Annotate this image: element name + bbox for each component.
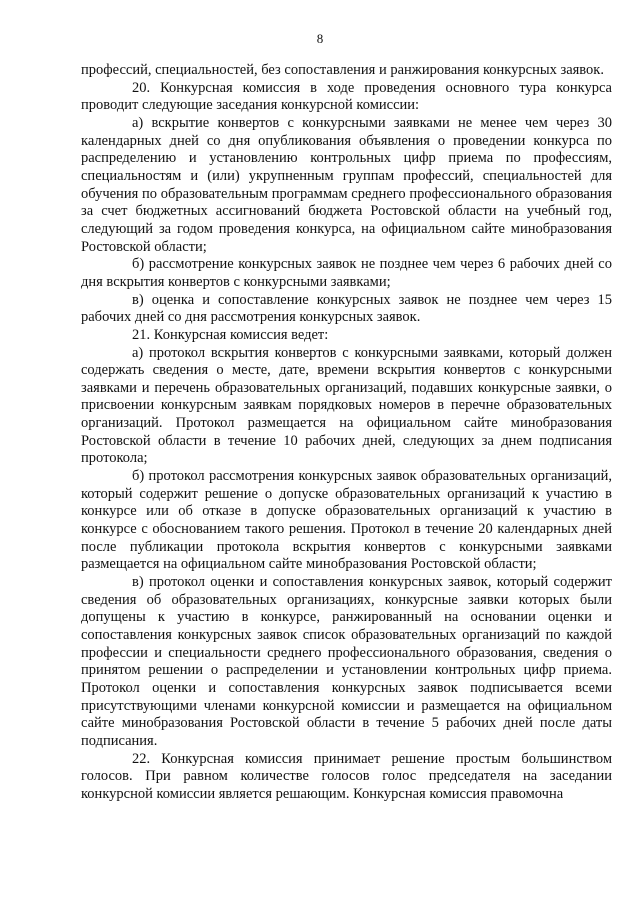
paragraph-item-20a: а) вскрытие конвертов с конкурсными заявками не менее чем через 30 календарных дней со дня опубликования объявления о проведении конкурса по распределению и установлению контрольных цифр приема по профессиям, специальностям и (или) укрупненным группам профессий, специальностей для обучения по образовательным программам среднего профессионального образования за счет бюджетных ассигнований бюджета Ростовской области на учебный год, следующий за годом проведения конкурса, на официальном сайте минобразования Ростовской области; [81,114,612,255]
page-number: 8 [316,31,324,46]
paragraph-item-21: 21. Конкурсная комиссия ведет: [132,326,329,343]
paragraph-item-21v: в) протокол оценки и сопоставления конкурсных заявок, который содержит сведения об образовательных организациях, конкурсные заявки которых были допущены к участию в конкурсе, ранжированный на основании оценки и сопоставления конкурсных заявок список образовательных организаций по каждой профессии и специальности среднего профессионального образования, сведения о принятом решении о распределении и установлении контрольных цифр приема. Протокол оценки и сопоставления конкурсных заявок подписывается всеми присутствующими членами конкурсной комиссии и размещается на официальном сайте минобразования Ростовской области в течение 5 рабочих дней после даты подписания. [81,574,612,749]
paragraph-continuation: профессий, специальностей, без сопоставления и ранжирования конкурсных заявок. [81,62,604,78]
paragraph-item-21b: б) протокол рассмотрения конкурсных заявок образовательных организаций, который содержит решение о допуске образовательных организаций к участию в конкурсе или об отказе в допуске образовательных организаций к участию в конкурсе с обоснованием такого решения. Протокол в течение 20 календарных дней после публикации протокола вскрытия конвертов с конкурсными заявками размещается на официальном сайте минобразования Ростовской области; [81,468,612,573]
paragraph-item-20: 20. Конкурсная комиссия в ходе проведения основного тура конкурса проводит следующие заседания конкурсной комиссии: [81,79,612,114]
document-body [81,62,612,804]
paragraph-item-20v: в) оценка и сопоставление конкурсных заявок не позднее чем через 15 рабочих дней со дня рассмотрения конкурсных заявок. [81,291,612,326]
paragraph-item-22: 22. Конкурсная комиссия принимает решение простым большинством голосов. При равном количестве голосов голос председателя на заседании конкурсной комиссии является решающим. Конкурсная комиссия правомочна [81,750,612,802]
paragraph-item-20b: б) рассмотрение конкурсных заявок не позднее чем через 6 рабочих дней со дня вскрытия конвертов с конкурсными заявками; [81,256,612,290]
paragraph-item-21a: а) протокол вскрытия конвертов с конкурсными заявками, который должен содержать сведения о месте, дате, времени вскрытия конвертов с конкурсными заявками и перечень образовательных организаций, подавших конкурсные заявки, о присвоении конкурсным заявкам порядковых номеров в перечне образовательных организаций. Протокол размещается на официальном сайте минобразования Ростовской области в течение 10 рабочих дней, следующих за днем подписания протокола; [81,344,612,467]
